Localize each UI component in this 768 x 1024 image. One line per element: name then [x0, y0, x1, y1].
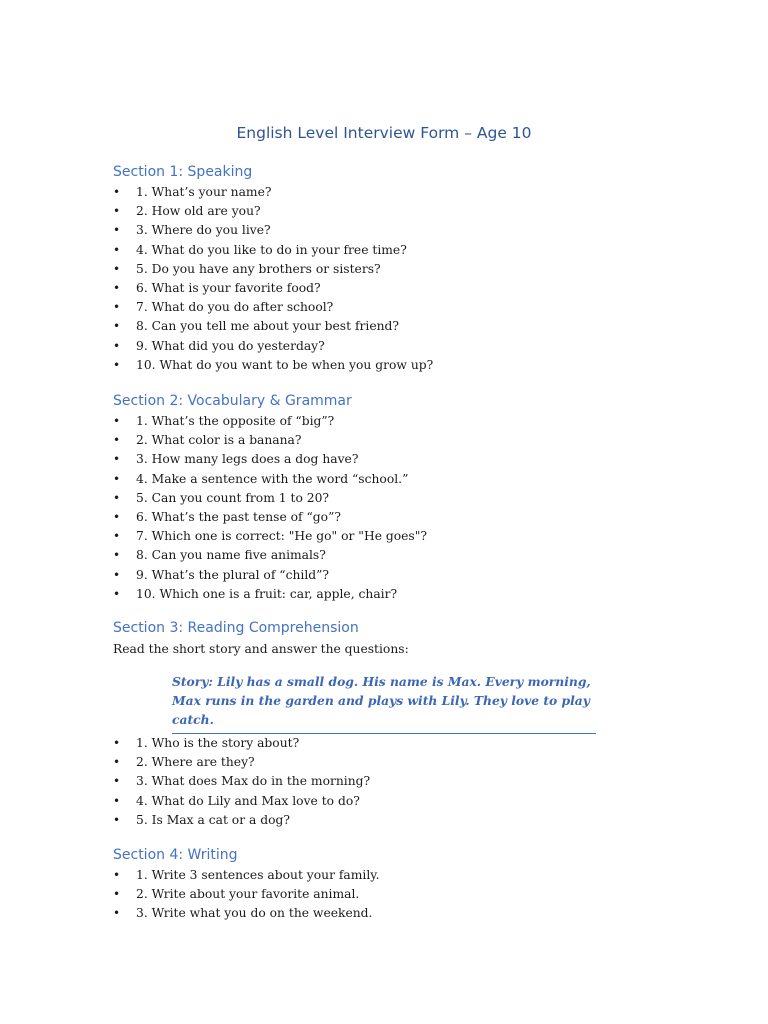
question-text: 10. What do you want to be when you grow up?: [136, 357, 434, 372]
question-text: 2. Write about your favorite animal.: [136, 887, 360, 902]
section-reading-questions: [113, 734, 653, 830]
question-item: [113, 885, 653, 904]
question-item: [113, 904, 653, 923]
question-text: 8. Can you name five animals?: [136, 548, 326, 563]
section-heading: Section 2: Vocabulary & Grammar: [113, 393, 352, 409]
bullet-icon: •: [113, 319, 121, 334]
question-text: 4. What do you like to do in your free time?: [136, 242, 407, 257]
question-text: 4. Make a sentence with the word “school.”: [136, 471, 409, 486]
question-list: [113, 866, 653, 924]
bullet-icon: •: [113, 452, 121, 467]
question-item: [113, 772, 653, 791]
section-writing: [113, 844, 653, 924]
question-item: [113, 546, 653, 565]
question-text: 3. Write what you do on the weekend.: [136, 906, 373, 921]
question-text: 8. Can you tell me about your best friend?: [136, 319, 399, 334]
question-item: [113, 356, 653, 375]
question-item: [113, 470, 653, 489]
question-item: [113, 508, 653, 527]
bullet-icon: •: [113, 529, 121, 544]
question-item: [113, 317, 653, 336]
question-text: 9. What did you do yesterday?: [136, 338, 325, 353]
question-item: [113, 337, 653, 356]
question-text: 5. Is Max a cat or a dog?: [136, 812, 290, 827]
bullet-icon: •: [113, 906, 121, 921]
question-item: [113, 450, 653, 469]
question-item: [113, 489, 653, 508]
question-item: [113, 811, 653, 830]
section-intro: Read the short story and answer the questions:: [113, 642, 409, 656]
question-item: [113, 279, 653, 298]
question-item: [113, 866, 653, 885]
question-item: [113, 585, 653, 604]
story-quote: Story: Lily has a small dog. His name is Max. Every morning, Max runs in the garden and plays with Lily. They love to play catch.: [172, 672, 596, 734]
bullet-icon: •: [113, 490, 121, 505]
bullet-icon: •: [113, 414, 121, 428]
bullet-icon: •: [113, 338, 121, 353]
question-text: 9. What’s the plural of “child”?: [136, 567, 329, 582]
question-text: 3. What does Max do in the morning?: [136, 774, 371, 789]
question-text: 2. Where are they?: [136, 755, 255, 770]
question-text: 2. How old are you?: [136, 204, 261, 219]
section-heading: Section 3: Reading Comprehension: [113, 620, 359, 636]
bullet-icon: •: [113, 586, 121, 601]
question-item: [113, 260, 653, 279]
bullet-icon: •: [113, 280, 121, 295]
bullet-icon: •: [113, 357, 121, 372]
bullet-icon: •: [113, 471, 121, 486]
question-item: [113, 412, 653, 431]
bullet-icon: •: [113, 812, 121, 827]
question-item: [113, 431, 653, 450]
question-item: [113, 298, 653, 317]
question-item: [113, 753, 653, 772]
question-text: 3. How many legs does a dog have?: [136, 452, 359, 467]
question-item: [113, 734, 653, 753]
bullet-icon: •: [113, 223, 121, 238]
question-text: 4. What do Lily and Max love to do?: [136, 793, 360, 808]
question-item: [113, 241, 653, 260]
bullet-icon: •: [113, 793, 121, 808]
question-list: [113, 412, 653, 604]
question-item: [113, 202, 653, 221]
bullet-icon: •: [113, 204, 121, 219]
bullet-icon: •: [113, 300, 121, 315]
bullet-icon: •: [113, 548, 121, 563]
question-item: [113, 221, 653, 240]
bullet-icon: •: [113, 736, 121, 750]
question-text: 6. What’s the past tense of “go”?: [136, 509, 341, 524]
bullet-icon: •: [113, 185, 121, 199]
bullet-icon: •: [113, 242, 121, 257]
question-item: [113, 527, 653, 546]
section-speaking: [113, 161, 653, 375]
bullet-icon: •: [113, 887, 121, 902]
question-text: 1. What’s the opposite of “big”?: [136, 414, 335, 428]
question-item: [113, 183, 653, 202]
question-text: 3. Where do you live?: [136, 223, 271, 238]
question-text: 5. Can you count from 1 to 20?: [136, 490, 329, 505]
question-text: 10. Which one is a fruit: car, apple, chair?: [136, 586, 398, 601]
question-item: [113, 566, 653, 585]
question-text: 7. Which one is correct: "He go" or "He goes"?: [136, 529, 427, 544]
question-text: 1. What’s your name?: [136, 185, 272, 199]
document-title: English Level Interview Form – Age 10: [236, 124, 532, 142]
bullet-icon: •: [113, 567, 121, 582]
bullet-icon: •: [113, 261, 121, 276]
question-text: 1. Write 3 sentences about your family.: [136, 868, 380, 882]
bullet-icon: •: [113, 755, 121, 770]
question-text: 6. What is your favorite food?: [136, 280, 321, 295]
question-text: 5. Do you have any brothers or sisters?: [136, 261, 381, 276]
question-list: [113, 183, 653, 375]
section-heading: Section 1: Speaking: [113, 164, 253, 180]
question-item: [113, 792, 653, 811]
section-vocabulary-grammar: [113, 390, 653, 604]
bullet-icon: •: [113, 433, 121, 448]
question-list: [113, 734, 653, 830]
section-reading-comprehension: [113, 617, 653, 659]
bullet-icon: •: [113, 868, 121, 882]
question-text: 7. What do you do after school?: [136, 300, 334, 315]
bullet-icon: •: [113, 774, 121, 789]
section-heading: Section 4: Writing: [113, 847, 238, 863]
question-text: 1. Who is the story about?: [136, 736, 300, 750]
bullet-icon: •: [113, 509, 121, 524]
question-text: 2. What color is a banana?: [136, 433, 302, 448]
